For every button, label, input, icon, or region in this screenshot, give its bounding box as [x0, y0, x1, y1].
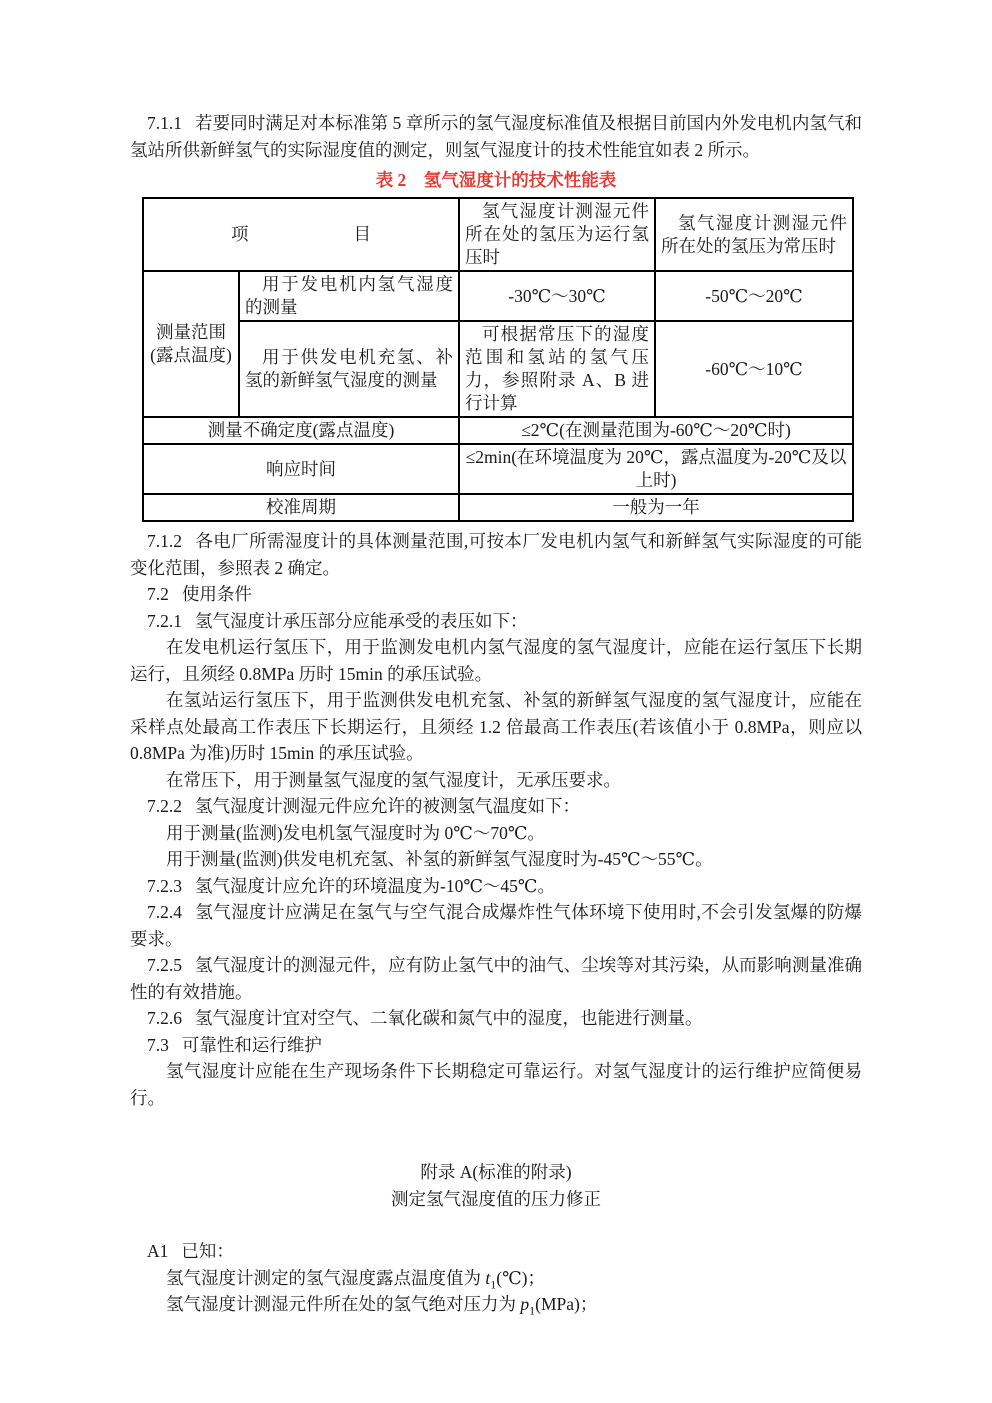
variable-subscript: 1 [490, 1277, 497, 1291]
cell-calibration-label: 校准周期 [143, 494, 459, 521]
paragraph-generator-temp: 用于测量(监测)发电机氢气湿度时为 0℃～70℃。 [166, 822, 545, 843]
clause-number: 7.2.4 [147, 902, 182, 922]
document-content [130, 110, 862, 1318]
cell-uncertainty-label: 测量不确定度(露点温度) [143, 417, 459, 444]
clause-7-2-6 [130, 1005, 862, 1032]
variable-symbol: t [485, 1267, 491, 1288]
clause-7-2 [130, 581, 862, 608]
cell-calibration-value: 一般为一年 [459, 494, 853, 521]
known-text-pre: 氢气湿度计测定的氢气湿度露点温度值为 [166, 1267, 486, 1288]
clause-7-2-5 [130, 952, 862, 1005]
paragraph-station-pressure: 在氢站运行氢压下，用于监测供发电机充氢、补氢的新鲜氢气湿度的氢气湿度计，应能在采样点处最高工作表压下长期运行，且须经 1.2 倍最高工作表压(若该值小于 0.8MPa，则应以 0.8MPa 为准)历时 15min 的承压试验。 [130, 690, 862, 763]
clause-text: 氢气湿度计应允许的环境温度为-10℃～45℃。 [195, 875, 555, 896]
clause-number: 7.3 [147, 1034, 169, 1055]
known-text-pre: 氢气湿度计测湿元件所在处的氢气绝对压力为 [166, 1294, 521, 1314]
clause-number: 7.2.1 [147, 610, 182, 631]
clause-text: 使用条件 [181, 584, 252, 604]
paragraph-reliability: 氢气湿度计应能在生产现场条件下长期稳定可靠运行。对氢气湿度计的运行维护应简便易行。 [130, 1061, 862, 1108]
known-pressure-line [130, 1291, 862, 1318]
clause-text: 已知： [181, 1241, 234, 1261]
clause-text: 各电厂所需湿度计的具体测量范围,可按本厂发电机内氢气和新鲜氢气实际湿度的可能变化范围，参照表 2 确定。 [130, 531, 862, 578]
clause-number: A1 [147, 1241, 169, 1261]
paragraph-normal-pressure: 在常压下，用于测量氢气湿度的氢气湿度计，无承压要求。 [166, 769, 621, 790]
clause-number: 7.1.2 [147, 531, 182, 551]
clause-7-2-4 [130, 899, 862, 952]
known-text-post: (℃)； [496, 1267, 545, 1288]
known-dewpoint-line [130, 1265, 862, 1292]
clause-text: 若要同时满足对本标准第 5 章所示的氢气湿度标准值及根据目前国内外发电机内氢气和氢站所供新鲜氢气的实际湿度值的测定，则氢气湿度计的技术性能宜如表 2 所示。 [130, 113, 862, 160]
clause-number: 7.2.6 [147, 1008, 182, 1028]
clause-a1 [130, 1238, 862, 1265]
cell-col-running-pressure: 氢气湿度计测湿元件所在处的氢压为运行氢压时 [459, 198, 655, 271]
cell-fresh-running-note: 可根据常压下的湿度范围和氢站的氢气压力，参照附录 A、B 进行计算 [459, 321, 655, 417]
clause-text: 氢气湿度计宜对空气、二氧化碳和氮气中的湿度，也能进行测量。 [195, 1008, 703, 1028]
cell-uncertainty-value: ≤2℃(在测量范围为-60℃～20℃时) [459, 417, 853, 444]
clause-7-2-1 [130, 608, 862, 635]
cell-fresh-normal-value: -60℃～10℃ [655, 321, 853, 417]
cell-col-normal-pressure: 氢气湿度计测湿元件所在处的氢压为常压时 [655, 198, 853, 271]
clause-7-1-1 [130, 110, 862, 163]
variable-t1 [485, 1267, 497, 1291]
table-2-title: 表 2 氢气湿度计的技术性能表 [375, 170, 617, 190]
variable-p1 [520, 1294, 536, 1318]
appendix-a-title-line2: 测定氢气湿度值的压力修正 [391, 1188, 601, 1209]
appendix-a-title-line1: 附录 A(标准的附录) [420, 1162, 572, 1182]
paragraph-running-pressure: 在发电机运行氢压下，用于监测发电机内氢气湿度的氢气湿度计，应能在运行氢压下长期运行，且须经 0.8MPa 历时 15min 的承压试验。 [130, 637, 862, 684]
clause-text: 氢气湿度计承压部分应能承受的表压如下： [195, 610, 528, 631]
clause-number: 7.2.5 [147, 955, 182, 975]
cell-fresh-hydrogen-measure: 用于供发电机充氢、补氢的新鲜氢气湿度的测量 [239, 321, 459, 417]
clause-text: 氢气湿度计测湿元件应允许的被测氢气温度如下： [195, 796, 580, 816]
clause-number: 7.2 [147, 584, 169, 604]
clause-7-3 [130, 1032, 862, 1059]
clause-number: 7.2.2 [147, 796, 182, 816]
cell-response-time-label: 响应时间 [143, 444, 459, 494]
cell-item-header: 项 目 [143, 198, 459, 271]
paragraph-fresh-temp: 用于测量(监测)供发电机充氢、补氢的新鲜氢气湿度时为-45℃～55℃。 [166, 849, 713, 869]
cell-generator-measure: 用于发电机内氢气湿度的测量 [239, 271, 459, 321]
cell-response-time-value: ≤2min(在环境温度为 20℃，露点温度为-20℃及以上时) [459, 444, 853, 494]
clause-text: 氢气湿度计的测湿元件，应有防止氢气中的油气、尘埃等对其污染，从而影响测量准确性的有效措施。 [130, 955, 862, 1002]
variable-symbol: p [520, 1294, 530, 1314]
cell-generator-normal-value: -50℃～20℃ [655, 271, 853, 321]
cell-generator-running-value: -30℃～30℃ [459, 271, 655, 321]
clause-7-2-2 [130, 793, 862, 820]
known-text-post: (MPa)； [535, 1294, 598, 1314]
clause-7-1-2 [130, 528, 862, 581]
clause-number: 7.2.3 [147, 875, 182, 896]
clause-number: 7.1.1 [147, 113, 182, 133]
variable-subscript: 1 [529, 1303, 536, 1318]
clause-7-2-3 [130, 873, 862, 900]
appendix-a-heading [130, 1159, 862, 1212]
clause-text: 氢气湿度计应满足在氢气与空气混合成爆炸性气体环境下使用时,不会引发氢爆的防爆要求。 [130, 902, 862, 949]
clause-text: 可靠性和运行维护 [181, 1034, 322, 1055]
table-2-technical-performance [142, 197, 854, 522]
cell-range-label: 测量范围(露点温度) [143, 271, 239, 417]
